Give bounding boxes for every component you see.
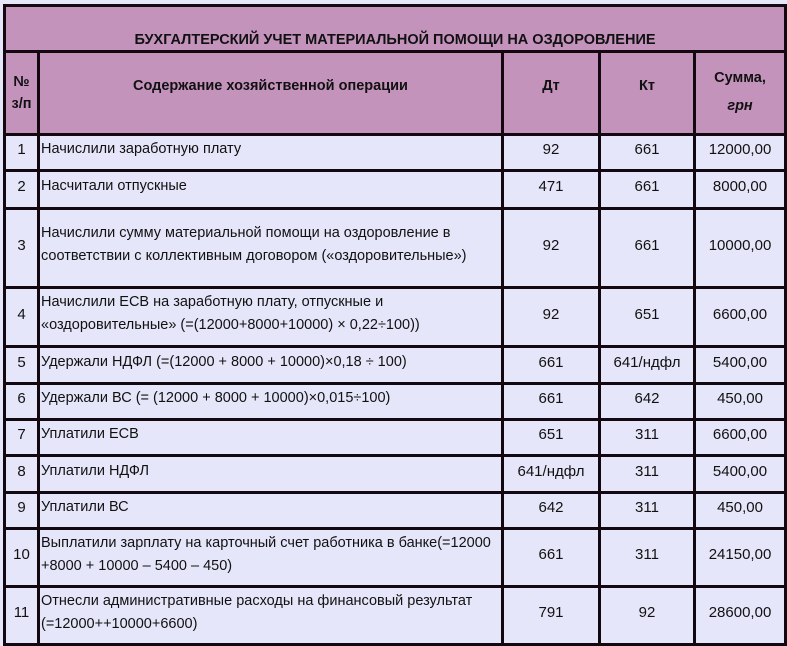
row-debit: 661 [503, 529, 600, 587]
table-row [5, 493, 786, 529]
row-debit: 642 [503, 493, 600, 529]
row-debit: 661 [503, 347, 600, 384]
accounting-table [3, 4, 787, 646]
row-credit: 651 [600, 288, 695, 347]
row-debit: 92 [503, 288, 600, 347]
table-row [5, 420, 786, 456]
row-credit: 641/ндфл [600, 347, 695, 384]
column-header-row [5, 52, 786, 135]
sum-header-unit: грн [727, 98, 753, 114]
row-credit: 92 [600, 587, 695, 645]
row-description: Уплатили ВС [39, 493, 503, 529]
row-credit: 661 [600, 135, 695, 171]
table-row [5, 456, 786, 493]
table-row [5, 171, 786, 209]
row-debit: 92 [503, 209, 600, 288]
row-description: Начислили ЕСВ на заработную плату, отпускные и «оздоровительные» (=(12000+8000+10000) × 0,22÷100)) [39, 288, 503, 347]
row-sum: 24150,00 [695, 529, 786, 587]
title-row [5, 6, 786, 52]
row-description: Начислили заработную плату [39, 135, 503, 171]
row-sum: 28600,00 [695, 587, 786, 645]
table-row [5, 135, 786, 171]
sum-header-line1: Сумма, [714, 70, 766, 87]
row-number: 7 [5, 420, 39, 456]
row-number: 2 [5, 171, 39, 209]
row-debit: 471 [503, 171, 600, 209]
row-sum: 8000,00 [695, 171, 786, 209]
row-credit: 642 [600, 384, 695, 420]
row-description: Уплатили ЕСВ [39, 420, 503, 456]
row-sum: 5400,00 [695, 347, 786, 384]
row-description: Уплатили НДФЛ [39, 456, 503, 493]
row-debit: 791 [503, 587, 600, 645]
row-debit: 92 [503, 135, 600, 171]
row-number: 6 [5, 384, 39, 420]
row-number: 11 [5, 587, 39, 645]
row-number: 1 [5, 135, 39, 171]
number-header-line2: з/п [11, 96, 32, 112]
row-sum: 12000,00 [695, 135, 786, 171]
row-description: Отнесли административные расходы на финансовый результат (=12000++10000+6600) [39, 587, 503, 645]
row-number: 4 [5, 288, 39, 347]
row-credit: 311 [600, 456, 695, 493]
row-sum: 10000,00 [695, 209, 786, 288]
column-header-sum [695, 52, 786, 135]
row-credit: 661 [600, 209, 695, 288]
table-row [5, 347, 786, 384]
row-description: Начислили сумму материальной помощи на оздоровление в соответствии с коллективным договором («оздоровительные») [39, 209, 503, 288]
table-row [5, 209, 786, 288]
column-header-debit: Дт [503, 52, 600, 135]
number-header-line1: № [13, 73, 30, 90]
row-sum: 5400,00 [695, 456, 786, 493]
row-number: 5 [5, 347, 39, 384]
row-debit: 641/ндфл [503, 456, 600, 493]
row-description: Удержали НДФЛ (=(12000 + 8000 + 10000)×0,18 ÷ 100) [39, 347, 503, 384]
table-title: БУХГАЛТЕРСКИЙ УЧЕТ МАТЕРИАЛЬНОЙ ПОМОЩИ НА ОЗДОРОВЛЕНИЕ [5, 6, 786, 52]
row-debit: 661 [503, 384, 600, 420]
row-sum: 6600,00 [695, 420, 786, 456]
row-credit: 661 [600, 171, 695, 209]
row-description: Удержали ВС (= (12000 + 8000 + 10000)×0,015÷100) [39, 384, 503, 420]
row-credit: 311 [600, 420, 695, 456]
row-sum: 450,00 [695, 384, 786, 420]
column-header-description: Содержание хозяйственной операции [39, 52, 503, 135]
row-number: 3 [5, 209, 39, 288]
table-row [5, 529, 786, 587]
table-row [5, 384, 786, 420]
row-number: 10 [5, 529, 39, 587]
row-number: 9 [5, 493, 39, 529]
row-credit: 311 [600, 529, 695, 587]
row-number: 8 [5, 456, 39, 493]
row-credit: 311 [600, 493, 695, 529]
row-debit: 651 [503, 420, 600, 456]
column-header-number [5, 52, 39, 135]
row-description: Насчитали отпускные [39, 171, 503, 209]
column-header-credit: Кт [600, 52, 695, 135]
row-sum: 6600,00 [695, 288, 786, 347]
row-sum: 450,00 [695, 493, 786, 529]
table-row [5, 288, 786, 347]
row-description: Выплатили зарплату на карточный счет работника в банке(=12000 +8000 + 10000 – 5400 – 450) [39, 529, 503, 587]
